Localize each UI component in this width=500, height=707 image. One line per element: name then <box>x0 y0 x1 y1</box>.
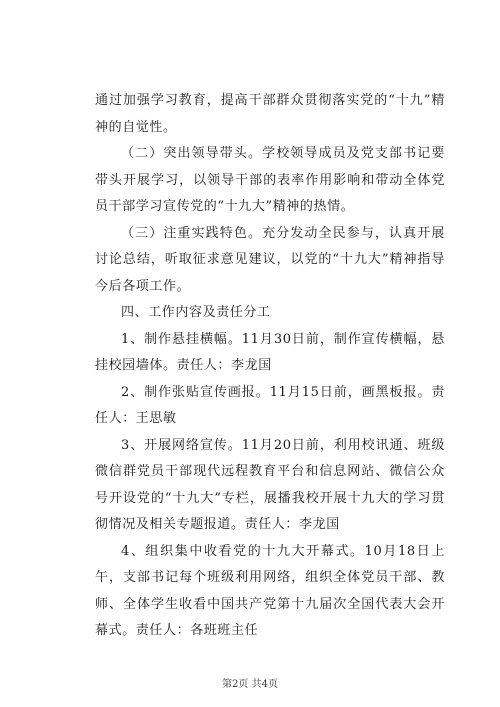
document-body <box>95 88 445 645</box>
paragraph-3: （三）注重实践特色。充分发动全民参与，认真开展讨论总结，听取征求意见建议，以党的“十九大”精神指导今后各项工作。 <box>95 225 445 294</box>
task-item-1: 1、制作悬挂横幅。11月30日前，制作宣传横幅，悬挂校园墙体。责任人：李龙国 <box>95 331 445 373</box>
paragraph-1: 通过加强学习教育，提高干部群众贯彻落实党的“十九”精神的自觉性。 <box>95 93 445 135</box>
task-item-4: 4、组织集中收看党的十九大开幕式。10月18日上午，支部书记每个班级利用网络，组织全体党员干部、教师、全体学生收看中国共产党第十九届次全国代表大会开幕式。责任人：各班班主任 <box>95 543 445 638</box>
task-item-2: 2、制作张贴宣传画报。11月15日前，画黑板报。责任人：王思敏 <box>95 384 445 426</box>
page-footer <box>0 675 500 690</box>
section-heading: 四、工作内容及责任分工 <box>121 305 271 320</box>
task-item-3: 3、开展网络宣传。11月20日前，利用校讯通、班级微信群党员干部现代远程教育平台和信息网站、微信公众号开设党的“十九大”专栏，展播我校开展十九大的学习贯彻情况及相关专题报道。责任人：李龙国 <box>95 437 445 532</box>
page-number: 第2页 共4页 <box>222 679 278 690</box>
paragraph-2: （二）突出领导带头。学校领导成员及党支部书记要带头开展学习，以领导干部的表率作用影响和带动全体党员干部学习宣传党的“十九大”精神的热情。 <box>95 146 445 214</box>
